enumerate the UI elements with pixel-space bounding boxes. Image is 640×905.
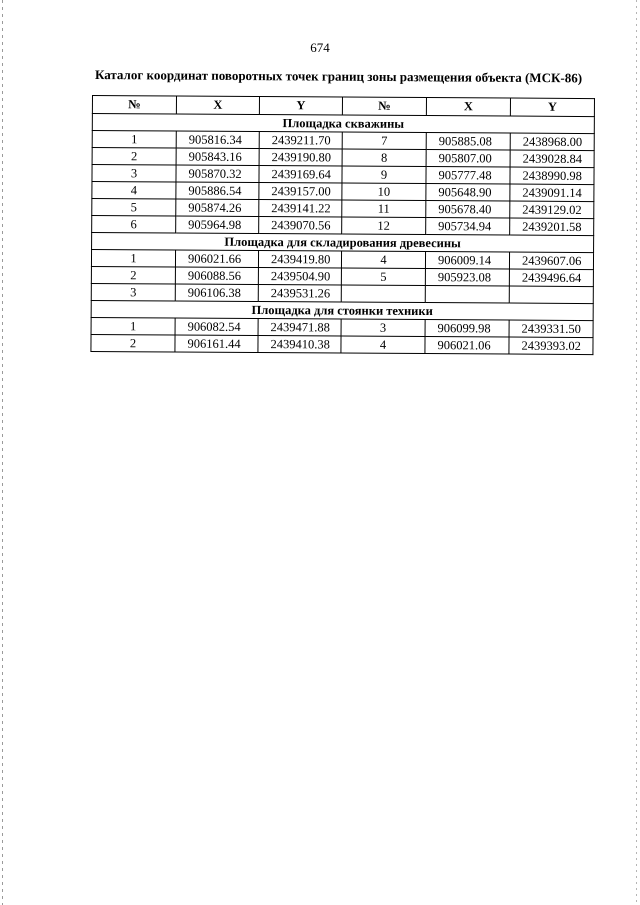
point-number-cell: 2 xyxy=(91,334,175,352)
section-title: Площадка для складирования древесины xyxy=(92,233,594,253)
point-number-cell: 3 xyxy=(341,319,425,337)
x-coordinate-cell: 906099.98 xyxy=(425,320,509,338)
y-coordinate-cell: 2439531.26 xyxy=(258,285,341,303)
x-coordinate-cell: 905964.98 xyxy=(176,216,259,234)
point-number-cell: 2 xyxy=(92,148,176,166)
y-coordinate-cell: 2438968.00 xyxy=(510,133,594,151)
x-coordinate-cell: 906161.44 xyxy=(175,335,258,353)
header-cell: Y xyxy=(510,98,594,117)
section-title: Площадка для стоянки техники xyxy=(91,300,593,320)
point-number-cell: 3 xyxy=(91,283,175,301)
header-cell: № xyxy=(92,96,176,115)
x-coordinate-cell: 905678.40 xyxy=(426,201,510,219)
point-number-cell: 4 xyxy=(341,251,425,269)
y-coordinate-cell: 2439471.88 xyxy=(258,319,341,337)
x-coordinate-cell: 905923.08 xyxy=(425,269,509,287)
y-coordinate-cell: 2439201.58 xyxy=(510,218,594,236)
y-coordinate-cell: 2438990.98 xyxy=(510,167,594,185)
document-title: Каталог координат поворотных точек границ зоны размещения объекта (МСК-86) xyxy=(94,67,583,86)
header-cell: Y xyxy=(259,97,342,116)
scan-edge-right xyxy=(636,0,637,905)
page-number: 674 xyxy=(310,40,330,55)
y-coordinate-cell: 2439393.02 xyxy=(509,337,593,355)
x-coordinate-cell: 905874.26 xyxy=(176,199,259,217)
x-coordinate-cell: 905886.54 xyxy=(176,182,259,200)
point-number-cell xyxy=(341,285,425,303)
y-coordinate-cell: 2439190.80 xyxy=(259,149,342,167)
point-number-cell: 4 xyxy=(341,336,425,354)
x-coordinate-cell: 906106.38 xyxy=(175,284,258,302)
x-coordinate-cell: 906009.14 xyxy=(425,252,509,270)
x-coordinate-cell: 905777.48 xyxy=(426,167,510,185)
section-title: Площадка скважины xyxy=(92,114,594,134)
y-coordinate-cell: 2439504.90 xyxy=(258,268,341,286)
y-coordinate-cell: 2439070.56 xyxy=(259,217,342,235)
y-coordinate-cell: 2439169.64 xyxy=(259,166,342,184)
point-number-cell: 8 xyxy=(342,149,426,167)
table-body xyxy=(91,114,594,355)
x-coordinate-cell: 905870.32 xyxy=(176,165,259,183)
x-coordinate-cell: 905843.16 xyxy=(176,148,259,166)
point-number-cell: 11 xyxy=(342,200,426,218)
y-coordinate-cell: 2439496.64 xyxy=(509,269,593,287)
x-coordinate-cell: 906021.06 xyxy=(425,337,509,355)
x-coordinate-cell: 906088.56 xyxy=(175,267,258,285)
y-coordinate-cell: 2439331.50 xyxy=(509,320,593,338)
point-number-cell: 12 xyxy=(342,217,426,235)
y-coordinate-cell: 2439410.38 xyxy=(258,336,341,354)
coordinates-table-wrapper xyxy=(90,95,594,355)
point-number-cell: 3 xyxy=(92,165,176,183)
point-number-cell: 1 xyxy=(91,250,175,268)
x-coordinate-cell xyxy=(425,286,509,304)
table-row xyxy=(91,334,593,354)
y-coordinate-cell: 2439419.80 xyxy=(258,251,341,269)
y-coordinate-cell: 2439129.02 xyxy=(510,201,594,219)
y-coordinate-cell: 2439091.14 xyxy=(510,184,594,202)
header-cell: X xyxy=(176,96,259,115)
y-coordinate-cell: 2439028.84 xyxy=(510,150,594,168)
point-number-cell: 1 xyxy=(91,317,175,335)
coordinates-table xyxy=(90,95,595,355)
scan-edge-left xyxy=(2,0,3,905)
point-number-cell: 2 xyxy=(91,266,175,284)
point-number-cell: 6 xyxy=(92,216,176,234)
x-coordinate-cell: 906021.66 xyxy=(175,250,258,268)
y-coordinate-cell: 2439141.22 xyxy=(259,200,342,218)
y-coordinate-cell: 2439211.70 xyxy=(259,132,342,150)
point-number-cell: 5 xyxy=(341,268,425,286)
point-number-cell: 5 xyxy=(92,199,176,217)
point-number-cell: 1 xyxy=(92,131,176,149)
point-number-cell: 7 xyxy=(342,132,426,150)
point-number-cell: 4 xyxy=(92,182,176,200)
x-coordinate-cell: 905734.94 xyxy=(426,218,510,236)
y-coordinate-cell xyxy=(509,286,593,304)
y-coordinate-cell: 2439157.00 xyxy=(259,183,342,201)
x-coordinate-cell: 905807.00 xyxy=(426,150,510,168)
header-cell: X xyxy=(426,98,510,117)
x-coordinate-cell: 905816.34 xyxy=(176,131,259,149)
x-coordinate-cell: 906082.54 xyxy=(175,318,258,336)
x-coordinate-cell: 905885.08 xyxy=(426,133,510,151)
y-coordinate-cell: 2439607.06 xyxy=(509,252,593,270)
header-cell: № xyxy=(342,97,426,116)
point-number-cell: 9 xyxy=(342,166,426,184)
point-number-cell: 10 xyxy=(342,183,426,201)
x-coordinate-cell: 905648.90 xyxy=(426,184,510,202)
